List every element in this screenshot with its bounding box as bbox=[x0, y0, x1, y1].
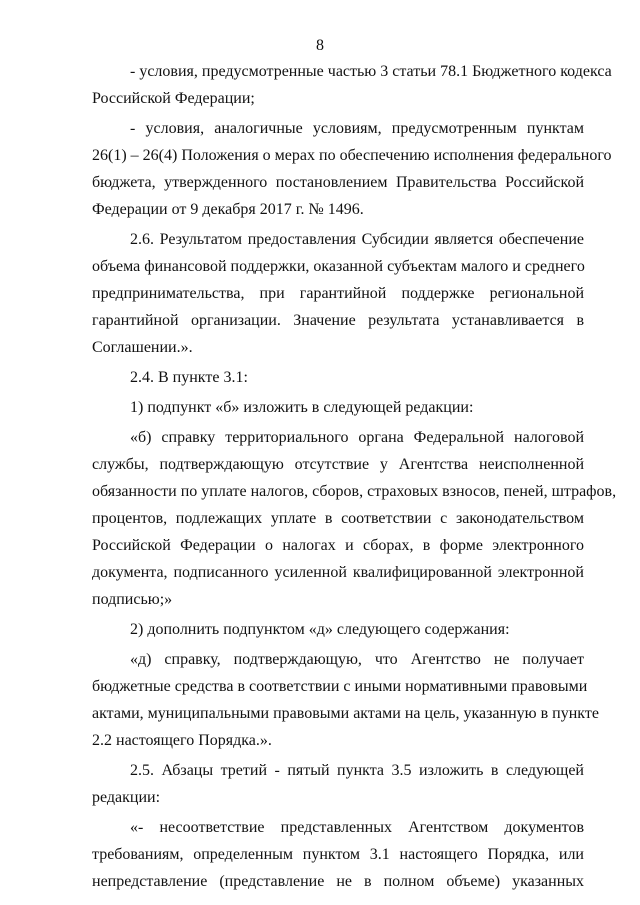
text-line: 2.2 настоящего Порядка.». bbox=[92, 732, 272, 749]
text-line: службы, подтверждающую отсутствие у Агентства неисполненной bbox=[92, 456, 584, 473]
text-line: бюджета, утвержденного постановлением Правительства Российской bbox=[92, 174, 584, 191]
text-line: «б) справку территориального органа Федеральной налоговой bbox=[130, 429, 584, 446]
text-line: предпринимательства, при гарантийной поддержке региональной bbox=[92, 285, 584, 302]
paragraph-budget-code-conditions bbox=[92, 58, 612, 112]
text-line: 2.6. Результатом предоставления Субсидии является обеспечение bbox=[130, 231, 584, 248]
paragraph-2-6-result bbox=[92, 226, 584, 361]
text-line: документа, подписанного усиленной квалифицированной электронной bbox=[92, 564, 584, 581]
page-number: 8 bbox=[316, 37, 324, 54]
document-body bbox=[92, 58, 617, 895]
paragraph-subpoint-d-text bbox=[92, 646, 599, 754]
text-line: - условия, предусмотренные частью 3 статьи 78.1 Бюджетного кодекса bbox=[130, 63, 612, 80]
text-line: непредставление (представление не в полном объеме) указанных bbox=[92, 873, 584, 890]
text-line: бюджетные средства в соответствии с иными нормативными правовыми bbox=[92, 678, 588, 695]
text-line: 26(1) – 26(4) Положения о мерах по обеспечению исполнения федерального bbox=[92, 147, 612, 164]
text-line: - условия, аналогичные условиям, предусмотренным пунктам bbox=[130, 120, 584, 137]
text-line: Российской Федерации о налогах и сборах, в форме электронного bbox=[92, 537, 584, 554]
text-line: 1) подпункт «б» изложить в следующей редакции: bbox=[130, 399, 474, 416]
paragraph-nonconformity bbox=[92, 814, 584, 895]
text-line: актами, муниципальными правовыми актами на цель, указанную в пункте bbox=[92, 705, 599, 722]
paragraph-subpoint-d-heading bbox=[92, 616, 584, 643]
paragraph-subpoint-b-heading bbox=[92, 394, 584, 421]
text-line: редакции: bbox=[92, 789, 161, 806]
text-line: 2.5. Абзацы третий - пятый пункта 3.5 изложить в следующей bbox=[130, 762, 584, 779]
text-line: гарантийной организации. Значение результата устанавливается в bbox=[92, 312, 584, 329]
text-line: процентов, подлежащих уплате в соответствии с законодательством bbox=[92, 510, 584, 527]
paragraph-2-5-point-3-5 bbox=[92, 757, 584, 811]
text-line: «- несоответствие представленных Агентством документов bbox=[130, 819, 584, 836]
text-line: Соглашении.». bbox=[92, 339, 193, 356]
text-line: «д) справку, подтверждающую, что Агентство не получает bbox=[130, 651, 584, 668]
text-line: 2) дополнить подпунктом «д» следующего содержания: bbox=[130, 621, 510, 638]
text-line: Федерации от 9 декабря 2017 г. № 1496. bbox=[92, 201, 364, 218]
paragraph-2-4-point-3-1 bbox=[92, 364, 584, 391]
text-line: обязанности по уплате налогов, сборов, страховых взносов, пеней, штрафов, bbox=[92, 483, 617, 500]
paragraph-subpoint-b-text bbox=[92, 424, 617, 613]
text-line: подписью;» bbox=[92, 591, 173, 608]
text-line: объема финансовой поддержки, оказанной субъектам малого и среднего bbox=[92, 258, 585, 275]
text-line: 2.4. В пункте 3.1: bbox=[130, 369, 248, 386]
text-line: требованиям, определенным пунктом 3.1 настоящего Порядка, или bbox=[92, 846, 584, 863]
text-line: Российской Федерации; bbox=[92, 90, 255, 107]
paragraph-analogous-conditions bbox=[92, 115, 612, 223]
